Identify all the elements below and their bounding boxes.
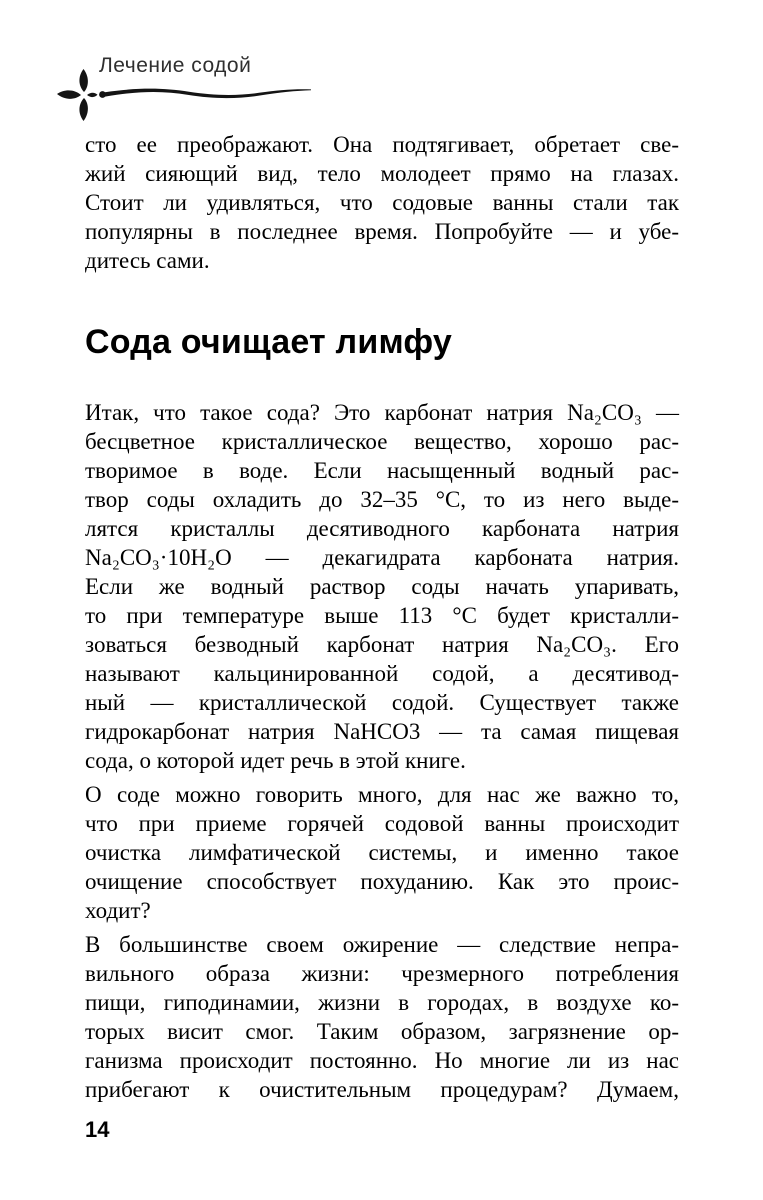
text-line: зоваться безводный карбонат натрия Na₂CO₃. Его (85, 632, 679, 657)
text-line: торых висит смог. Таким образом, загрязнение ор- (85, 1019, 679, 1044)
text-line: твор соды охладить до 32–35 °C, то из него выде- (85, 487, 679, 512)
text-line: очистка лимфатической системы, и именно такое (85, 840, 679, 865)
text-line: ный — кристаллической содой. Существует также (85, 690, 679, 715)
text-line: пищи, гиподинамии, жизни в городах, в воздухе ко- (85, 990, 679, 1015)
text-line: очищение способствует похуданию. Как это проис- (85, 869, 679, 894)
text-line: Итак, что такое сода? Это карбонат натрия Na₂CO₃ — (85, 400, 679, 425)
text-line: то при температуре выше 113 °C будет кристалли- (85, 603, 679, 628)
text-line: жий сияющий вид, тело молодеет прямо на глазах. (85, 161, 679, 186)
section-heading: Сода очищает лимфу (85, 323, 452, 361)
text-line: сода, о которой идет речь в этой книге. (85, 748, 466, 773)
text-line: гидрокарбонат натрия NaHCO3 — та самая пищевая (85, 719, 679, 744)
text-line: лятся кристаллы десятиводного карбоната натрия (85, 516, 679, 541)
text-line: ходит? (85, 898, 151, 923)
text-line: О соде можно говорить много, для нас же важно то, (85, 782, 679, 807)
paragraph-1 (85, 130, 679, 275)
text-line: называют кальцинированной содой, а десятивод- (85, 661, 679, 686)
text-line: популярны в последнее время. Попробуйте — и убе- (85, 219, 679, 244)
paragraph-4 (85, 930, 679, 1104)
text-line: что при приеме горячей содовой ванны происходит (85, 811, 679, 836)
text-line: Стоит ли удивляться, что содовые ванны стали так (85, 190, 679, 215)
page-number: 14 (85, 1117, 110, 1142)
paragraph-2 (85, 398, 679, 775)
text-line: дитесь сами. (85, 248, 210, 273)
text-line: В большинстве своем ожирение — следствие непра- (85, 932, 679, 957)
text-line: творимое в воде. Если насыщенный водный рас- (85, 458, 679, 483)
text-line: вильного образа жизни: чрезмерного потребления (85, 961, 679, 986)
text-line: бесцветное кристаллическое вещество, хорошо рас- (85, 429, 679, 454)
running-header-title: Лечение содой (99, 54, 252, 77)
text-line: Na₂CO₃·10H₂O — декагидрата карбоната натрия. (85, 545, 679, 570)
text-line: прибегают к очистительным процедурам? Думаем, (85, 1077, 679, 1102)
flourish-ornament-icon (54, 66, 314, 124)
text-line: Если же водный раствор соды начать упаривать, (85, 574, 679, 599)
paragraph-3 (85, 780, 679, 925)
text-line: сто ее преображают. Она подтягивает, обретает све- (85, 132, 679, 157)
text-line: ганизма происходит постоянно. Но многие ли из нас (85, 1048, 679, 1073)
